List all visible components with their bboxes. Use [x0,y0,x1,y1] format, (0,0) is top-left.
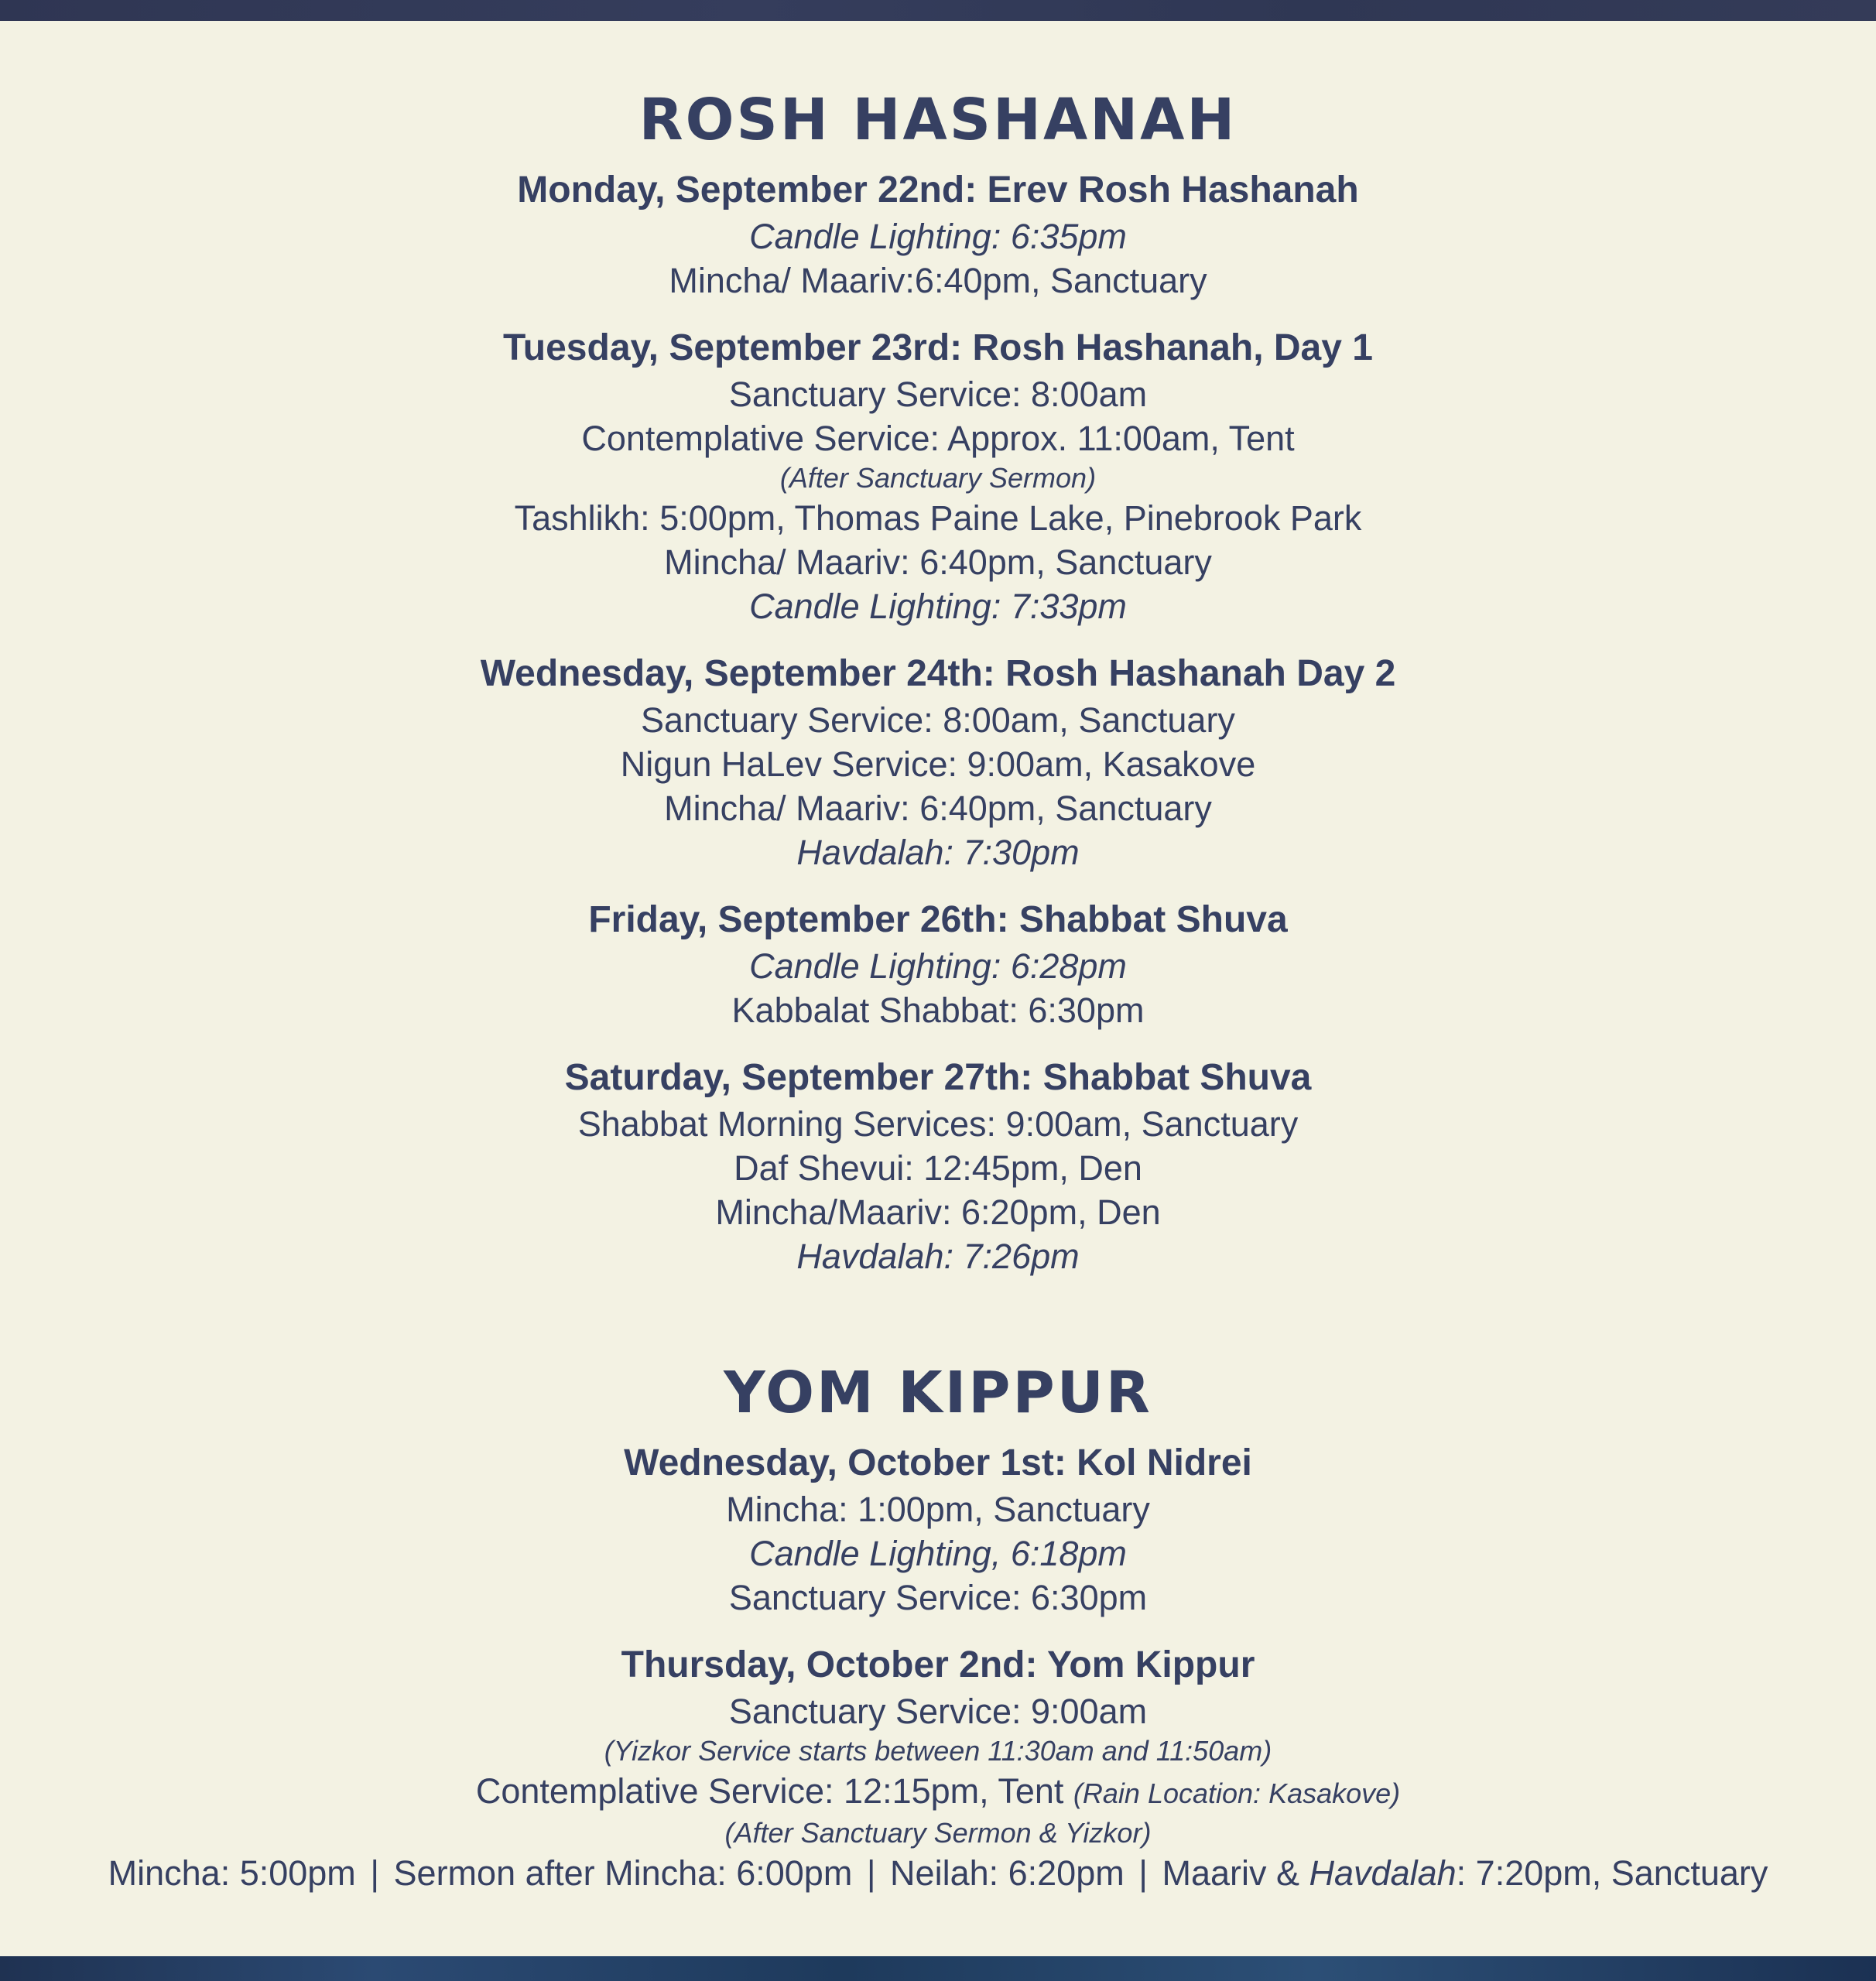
maariv-suffix: : 7:20pm, Sanctuary [1456,1853,1768,1893]
yizkor-note: (Yizkor Service starts between 11:30am and 11:50am) [604,1735,1272,1767]
schedule-line: Sanctuary Service: 6:30pm [728,1578,1148,1617]
separator: | [866,1853,876,1893]
day-heading: Wednesday, September 24th: Rosh Hashanah Day 2 [480,653,1396,694]
section-title-rosh-hashanah: ROSH HASHANAH [638,87,1238,153]
schedule-line: Mincha/ Maariv: 6:40pm, Sanctuary [664,789,1212,828]
day-heading: Thursday, October 2nd: Yom Kippur [621,1644,1255,1685]
separator: | [1138,1853,1148,1893]
section-title-yom-kippur: YOM KIPPUR [724,1360,1152,1426]
contemplative-line [0,1769,1876,1815]
final-schedule-line [0,1851,1876,1895]
day-block [0,650,1876,874]
schedule-line: Sanctuary Service: 8:00am, Sanctuary [641,700,1235,740]
after-sermon-note: (After Sanctuary Sermon & Yizkor) [724,1817,1152,1849]
schedule-line: Shabbat Morning Services: 9:00am, Sanctuary [577,1104,1299,1144]
day-block [0,1054,1876,1278]
rosh-hashanah-section [0,81,1876,1278]
rosh-hashanah-days [0,166,1876,1278]
schedule-line: Sanctuary Service: 8:00am [728,375,1148,414]
day-heading: Saturday, September 27th: Shabbat Shuva [564,1057,1312,1098]
contemplative-text: Contemplative Service: 12:15pm, Tent [475,1771,1064,1811]
neilah-time: Neilah: 6:20pm [890,1853,1125,1893]
day-heading: Monday, September 22nd: Erev Rosh Hashanah [517,169,1359,210]
schedule-content [0,81,1876,1917]
schedule-line-italic: Havdalah: 7:30pm [796,833,1080,872]
schedule-line: Mincha/Maariv: 6:20pm, Den [715,1192,1161,1232]
schedule-line-italic: Candle Lighting: 6:28pm [749,946,1127,986]
day-heading: Friday, September 26th: Shabbat Shuva [588,899,1288,940]
day-block [0,324,1876,628]
day-block [0,896,1876,1032]
schedule-line: Mincha/ Maariv:6:40pm, Sanctuary [669,261,1207,300]
schedule-line-italic: Candle Lighting: 6:35pm [749,217,1127,256]
day-block [0,1439,1876,1620]
schedule-line: Mincha: 1:00pm, Sanctuary [726,1490,1150,1529]
schedule-line: Contemplative Service: Approx. 11:00am, Tent [581,419,1295,458]
schedule-line: Daf Shevui: 12:45pm, Den [734,1148,1142,1188]
day-heading: Tuesday, September 23rd: Rosh Hashanah, Day 1 [503,327,1373,368]
day-block [0,1641,1876,1895]
schedule-line: Mincha/ Maariv: 6:40pm, Sanctuary [664,542,1212,582]
bottom-decorative-band [0,1956,1876,1981]
rain-location-note: (Rain Location: Kasakove) [1073,1777,1401,1809]
schedule-line: Nigun HaLev Service: 9:00am, Kasakove [620,744,1256,784]
day-heading: Wednesday, October 1st: Kol Nidrei [624,1442,1252,1483]
top-decorative-band [0,0,1876,21]
schedule-line-italic: Candle Lighting: 7:33pm [749,587,1127,626]
sermon-time: Sermon after Mincha: 6:00pm [393,1853,853,1893]
schedule-line: Tashlikh: 5:00pm, Thomas Paine Lake, Pinebrook Park [514,498,1362,538]
candle-lighting-line: Candle Lighting, 6:18pm [749,1534,1127,1573]
schedule-note: (After Sanctuary Sermon) [779,462,1097,494]
maariv-prefix: Maariv & [1162,1853,1309,1893]
separator: | [370,1853,380,1893]
schedule-line: Kabbalat Shabbat: 6:30pm [731,990,1145,1030]
day-block [0,166,1876,303]
schedule-line-italic: Havdalah: 7:26pm [796,1237,1080,1276]
havdalah-word: Havdalah [1309,1853,1457,1893]
mincha-time: Mincha: 5:00pm [108,1853,356,1893]
yom-kippur-section [0,1354,1876,1895]
section-spacer [0,1300,1876,1354]
schedule-line: Sanctuary Service: 9:00am [728,1692,1148,1731]
